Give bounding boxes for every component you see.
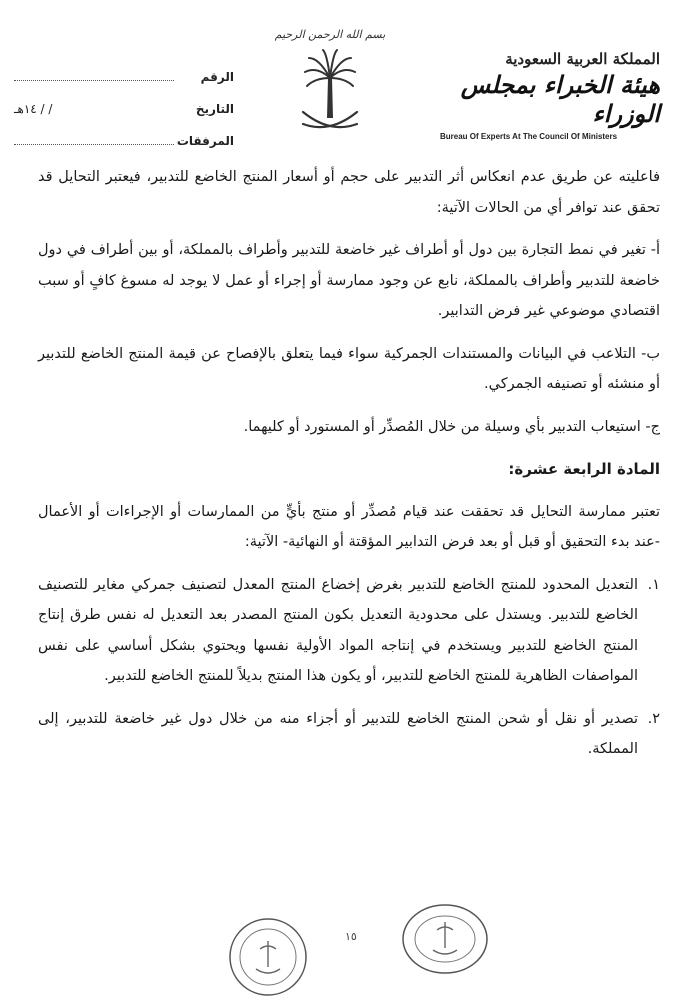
case-a: أ- تغير في نمط التجارة بين دول أو أطراف غير خاضعة للتدبير وأطراف بالمملكة، أو بين أطراف في دول خاضعة للتدبير وأطراف بالمملكة، نابع عن وجود ممارسة أو إجراء أو عمل لا يوجد له مسوغ كافٍ أو سبب اقتصادي موضوعي غير فرض التدابير. [38, 242, 660, 319]
case-c: ج- استيعاب التدبير بأي وسيلة من خلال المُصدِّر أو المستورد أو كليهما. [243, 418, 660, 435]
reference-block [14, 70, 234, 166]
intro-paragraph: فاعليته عن طريق عدم انعكاس أثر التدبير على حجم أو أسعار المنتج الخاضع للتدبير، فيعتبر التحايل قد تحقق عند توافر أي من الحالات الآتية: [38, 169, 660, 216]
reference-line [14, 80, 174, 81]
attachments-label: المرفقات [176, 134, 234, 148]
official-seal-stamp-icon [226, 915, 310, 999]
date-label: التاريخ [195, 102, 234, 116]
list-item [38, 570, 660, 692]
article-title: المادة الرابعة عشرة: [508, 460, 660, 478]
page-number: ١٥ [345, 930, 357, 943]
attachments-line [14, 144, 174, 145]
date-value: / / ١٤هـ [14, 102, 53, 116]
kingdom-name: المملكة العربية السعودية [505, 50, 660, 68]
article-paragraph: تعتبر ممارسة التحايل قد تحققت عند قيام مُصدِّر أو منتج بأيٍّ من الممارسات أو الإجراءات أو الأعمال -عند بدء التحقيق أو قبل أو بعد فرض التدابير المؤقتة أو النهائية- الآتية: [38, 503, 660, 550]
date-row [14, 102, 234, 134]
reference-label: الرقم [200, 70, 234, 84]
list-item-number: ١. [647, 576, 660, 593]
case-b: ب- التلاعب في البيانات والمستندات الجمركية سواء فيما يتعلق بالإفصاح عن قيمة المنتج الخاضع للتدبير أو منشئه أو تصنيفه الجمركي. [38, 345, 660, 392]
document-body [38, 162, 660, 777]
palm-and-swords-emblem-icon [295, 48, 365, 138]
list-item-text: تصدير أو نقل أو شحن المنتج الخاضع للتدبير أو أجزاء منه من خلال دول غير خاضعة للتدبير، إلى المملكة. [38, 710, 638, 757]
bureau-name-english: Bureau Of Experts At The Council Of Ministers [440, 132, 618, 141]
official-seal-stamp-icon [400, 900, 490, 978]
basmala: بسم الله الرحمن الرحيم [274, 28, 386, 41]
list-item [38, 704, 660, 765]
letterhead-title [440, 50, 660, 141]
bureau-name-arabic: هيئة الخبراء بمجلس الوزراء [460, 70, 660, 128]
reference-row [14, 70, 234, 102]
list-item-number: ٢. [647, 710, 660, 727]
list-item-text: التعديل المحدود للمنتج الخاضع للتدبير بغرض إخضاع المنتج المعدل لتصنيف جمركي مغاير للتصنيف الخاضع للتدبير. ويستدل على محدودية التعديل بكون المنتج المصدر بعد التعديل له نفس طرق إنتاج المنتج الخاضع للتدبير ويستخدم في إنتاجه المواد الأولية نفسها ويحتوي بشكل أساسي على نفس المواصفات الظاهرية للمنتج الخاضع للتدبير، أو يكون هذا المنتج بديلاً للمنتج الخاضع للتدبير. [38, 576, 638, 684]
